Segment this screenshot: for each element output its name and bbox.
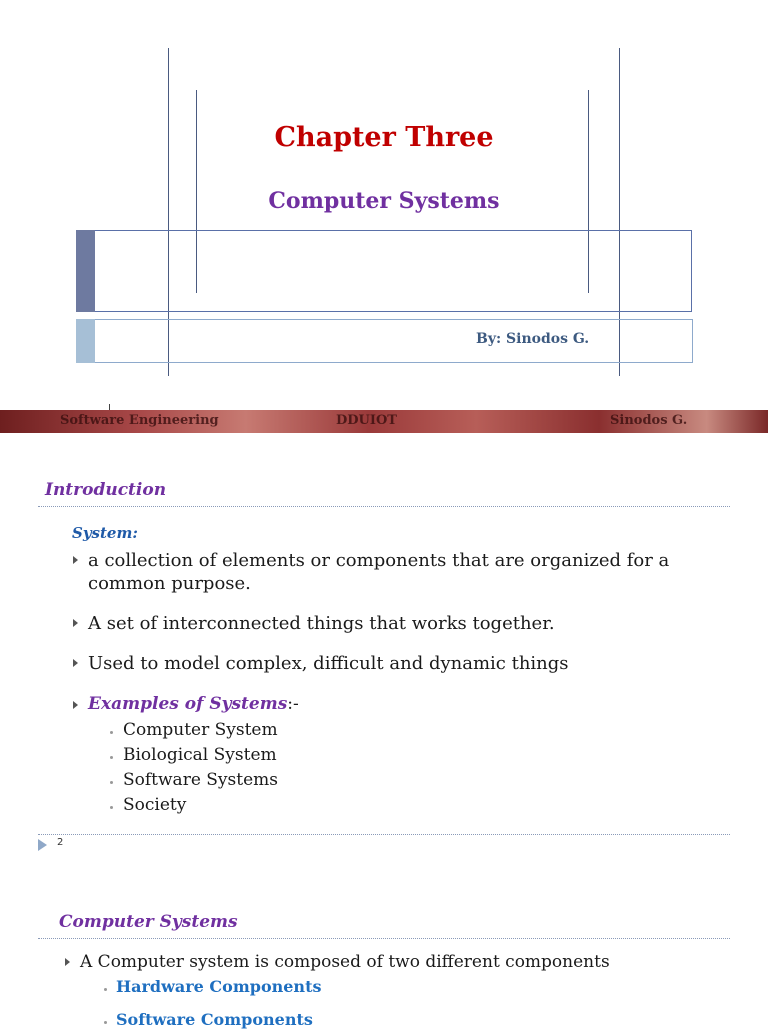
bullet-text: A Computer system is composed of two different components <box>80 952 610 972</box>
bullet-text: a collection of elements or components that are organized for a <box>88 550 670 571</box>
slide-heading: Introduction <box>45 480 167 500</box>
examples-label: Examples of Systems <box>88 694 288 714</box>
footer-institute: DDUIOT <box>336 413 397 428</box>
example-item: Biological System <box>123 745 277 765</box>
bullet-text: Used to model complex, difficult and dynamic things <box>88 653 569 674</box>
heading-divider <box>38 506 730 507</box>
slide-subtitle: Computer Systems <box>268 188 500 214</box>
title-box <box>76 230 692 312</box>
sub-bullet-dot <box>110 756 113 759</box>
component-item: Hardware Components <box>116 977 322 996</box>
bullet-arrow-icon <box>73 619 78 627</box>
title-box-accent <box>76 230 95 312</box>
byline-box-accent <box>76 319 95 363</box>
example-item: Society <box>123 795 187 815</box>
author-byline: By: Sinodos G. <box>476 331 590 347</box>
examples-bullet <box>88 693 299 716</box>
bullet-text-continued: common purpose. <box>88 573 251 594</box>
slide-title: Chapter Three <box>274 122 494 153</box>
sub-bullet-dot <box>104 988 107 991</box>
bullet-text: A set of interconnected things that works together. <box>88 613 555 634</box>
footer-course: Software Engineering <box>60 413 219 428</box>
slide-heading: Computer Systems <box>59 912 238 932</box>
bullet-arrow-icon <box>73 659 78 667</box>
footer-divider <box>38 834 730 835</box>
example-item: Computer System <box>123 720 278 740</box>
bullet-arrow-icon <box>73 556 78 564</box>
byline-box <box>76 319 693 363</box>
footer-author: Sinodos G. <box>610 413 688 428</box>
section-subheading: System: <box>72 524 138 542</box>
heading-divider <box>38 938 730 939</box>
component-item: Software Components <box>116 1010 313 1029</box>
page-arrow-icon <box>38 839 47 851</box>
bullet-arrow-icon <box>73 701 78 709</box>
sub-bullet-dot <box>110 781 113 784</box>
sub-bullet-dot <box>110 731 113 734</box>
example-item: Software Systems <box>123 770 278 790</box>
sub-bullet-dot <box>110 806 113 809</box>
page-number: 2 <box>57 837 64 848</box>
bullet-arrow-icon <box>65 958 70 966</box>
examples-suffix: :- <box>287 694 299 714</box>
